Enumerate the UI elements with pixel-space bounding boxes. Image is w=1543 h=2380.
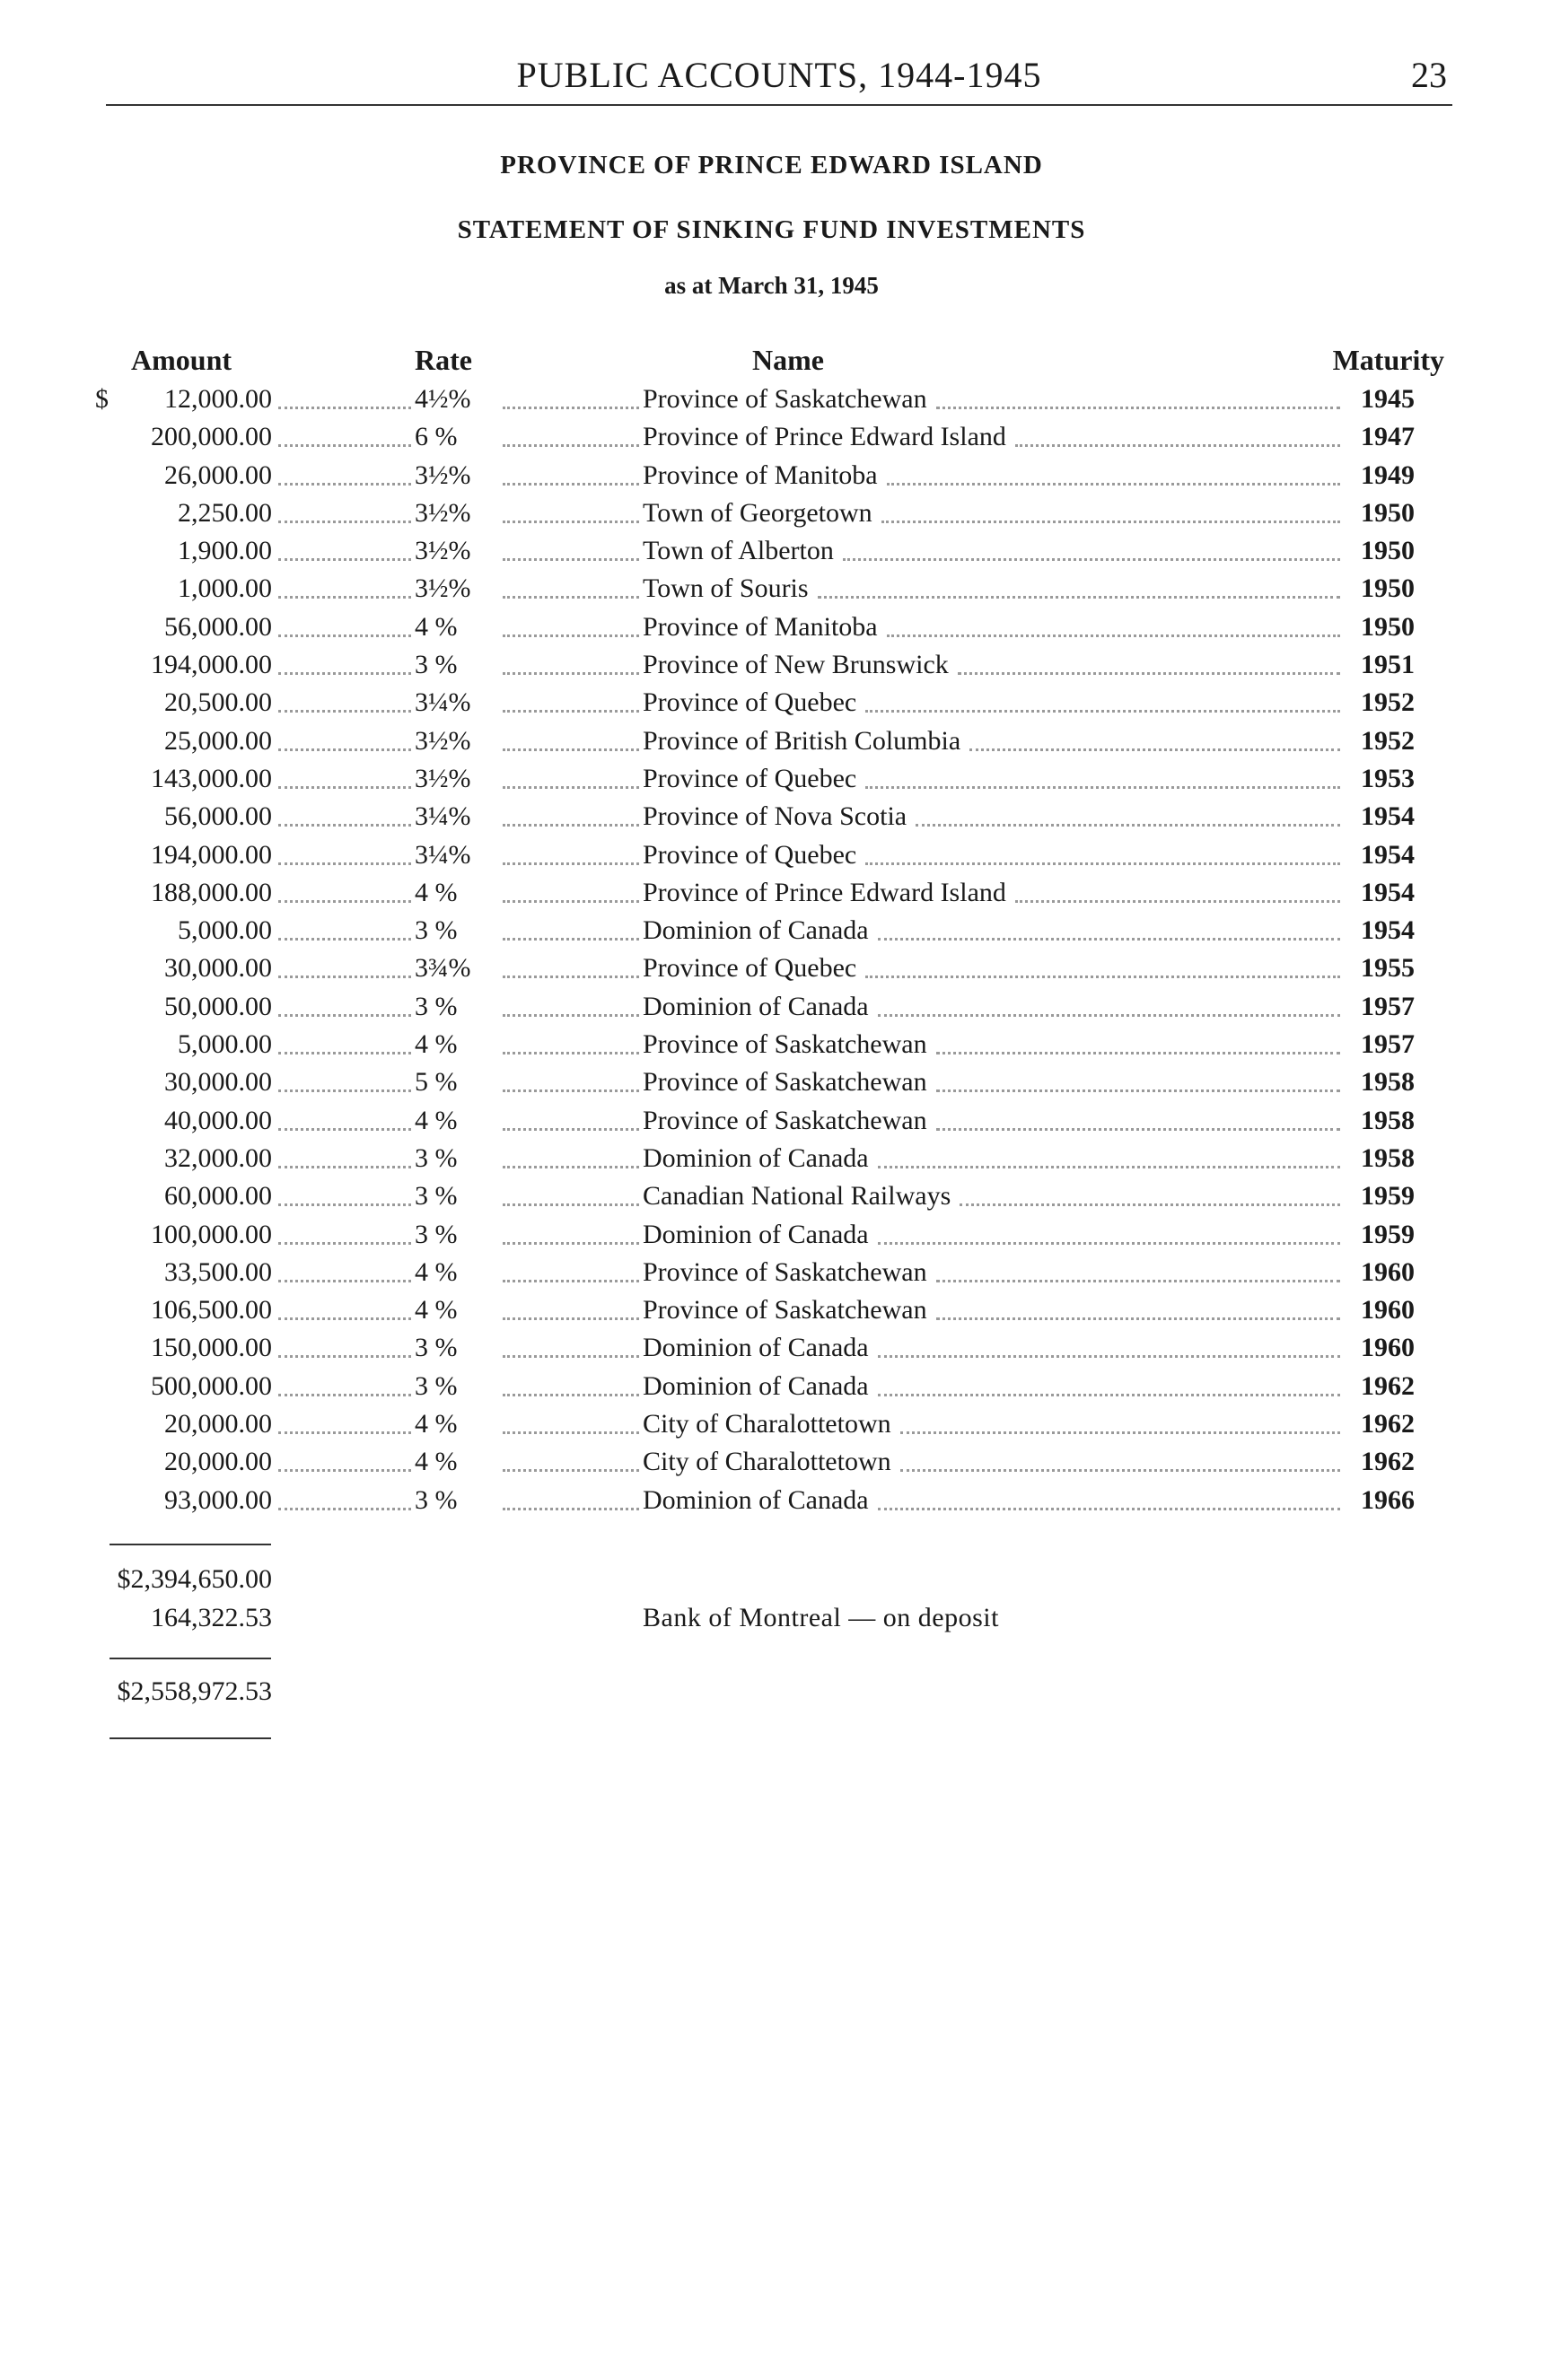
amount-cell: 20,000.00 <box>164 1447 272 1477</box>
rate-cell: 3 % <box>415 1370 458 1401</box>
amount-cell: 106,500.00 <box>151 1295 272 1326</box>
title-line-1: PROVINCE OF PRINCE EDWARD ISLAND <box>500 151 1043 179</box>
dot-leader <box>916 824 1340 827</box>
running-head <box>106 50 1452 106</box>
amount-cell: 12,000.00 <box>164 384 272 414</box>
dot-leader <box>878 1394 1340 1396</box>
dot-leader <box>278 1089 411 1092</box>
rate-cell: 4½% <box>415 384 471 414</box>
dot-leader <box>900 1431 1340 1434</box>
rate-cell: 3½% <box>415 725 471 756</box>
dot-leader <box>278 596 411 599</box>
maturity-cell: 1957 <box>1361 991 1415 1021</box>
dot-leader <box>865 862 1340 865</box>
dot-leader <box>865 786 1340 789</box>
maturity-cell: 1954 <box>1361 839 1415 870</box>
page-number: 23 <box>1411 55 1447 95</box>
dot-leader <box>900 1469 1340 1472</box>
dot-leader <box>278 1317 411 1320</box>
dot-leader <box>278 710 411 713</box>
currency-symbol: $ <box>95 384 109 414</box>
rate-cell: 3½% <box>415 459 471 490</box>
amount-cell: 1,000.00 <box>178 573 272 604</box>
dot-leader <box>958 672 1340 675</box>
maturity-cell: 1960 <box>1361 1295 1415 1326</box>
dot-leader <box>865 710 1340 713</box>
amount-cell: 30,000.00 <box>164 1067 272 1098</box>
dot-leader <box>278 1431 411 1434</box>
name-cell: Province of Prince Edward Island <box>643 877 1006 907</box>
dot-leader <box>503 483 639 486</box>
dot-leader <box>960 1203 1340 1206</box>
dot-leader <box>503 672 639 675</box>
table-row <box>0 1291 1543 1329</box>
amount-cell: 30,000.00 <box>164 953 272 984</box>
rate-cell: 4 % <box>415 1105 458 1135</box>
name-cell: Province of Manitoba <box>643 459 878 490</box>
amount-cell: 5,000.00 <box>178 915 272 946</box>
name-cell: Dominion of Canada <box>643 1219 869 1249</box>
maturity-cell: 1966 <box>1361 1484 1415 1515</box>
column-header-amount: Amount <box>131 344 232 376</box>
dot-leader <box>278 1128 411 1131</box>
rate-cell: 4 % <box>415 1256 458 1287</box>
amount-cell: 93,000.00 <box>164 1484 272 1515</box>
dot-leader <box>887 634 1340 637</box>
name-cell: Province of Nova Scotia <box>643 801 907 832</box>
name-cell: Dominion of Canada <box>643 1333 869 1363</box>
rate-cell: 3 % <box>415 1219 458 1249</box>
dot-leader <box>278 407 411 409</box>
amount-cell: 40,000.00 <box>164 1105 272 1135</box>
maturity-cell: 1958 <box>1361 1067 1415 1098</box>
table-row <box>0 646 1543 684</box>
dot-leader <box>278 444 411 447</box>
amount-cell: 33,500.00 <box>164 1256 272 1287</box>
amount-cell: 20,000.00 <box>164 1409 272 1439</box>
name-cell: Province of Quebec <box>643 687 857 718</box>
table-row <box>0 418 1543 456</box>
table-row <box>0 570 1543 608</box>
dot-leader <box>503 786 639 789</box>
amount-cell: 188,000.00 <box>151 877 272 907</box>
investment-table <box>0 381 1543 1519</box>
amount-cell: 60,000.00 <box>164 1181 272 1212</box>
table-row <box>0 836 1543 874</box>
dot-leader <box>278 938 411 941</box>
column-header-name: Name <box>752 344 824 376</box>
maturity-cell: 1947 <box>1361 422 1415 452</box>
dot-leader <box>865 976 1340 978</box>
table-row <box>0 1254 1543 1291</box>
maturity-cell: 1951 <box>1361 650 1415 680</box>
table-row <box>0 1443 1543 1481</box>
deposit-amount: 164,322.53 <box>151 1603 272 1632</box>
table-row <box>0 494 1543 532</box>
dot-leader <box>1015 900 1340 903</box>
table-row <box>0 1482 1543 1519</box>
amount-cell: 143,000.00 <box>151 763 272 793</box>
dot-leader <box>503 862 639 865</box>
rate-cell: 4 % <box>415 1295 458 1326</box>
column-header-rate: Rate <box>415 344 472 376</box>
rate-cell: 3 % <box>415 1333 458 1363</box>
deposit-label: Bank of Montreal — on deposit <box>643 1603 999 1632</box>
amount-cell: 50,000.00 <box>164 991 272 1021</box>
subtotal-amount: $2,394,650.00 <box>117 1564 272 1594</box>
grand-total-amount: $2,558,972.53 <box>117 1676 272 1706</box>
table-row <box>0 760 1543 798</box>
amount-cell: 1,900.00 <box>178 536 272 566</box>
name-cell: Province of Saskatchewan <box>643 1105 927 1135</box>
amount-cell: 26,000.00 <box>164 459 272 490</box>
table-row <box>0 381 1543 418</box>
name-cell: Dominion of Canada <box>643 991 869 1021</box>
name-cell: Province of Saskatchewan <box>643 1029 927 1060</box>
name-cell: Dominion of Canada <box>643 1484 869 1515</box>
maturity-cell: 1962 <box>1361 1370 1415 1401</box>
dot-leader <box>278 1052 411 1054</box>
dot-leader <box>887 483 1340 486</box>
dot-leader <box>503 1317 639 1320</box>
amount-cell: 194,000.00 <box>151 839 272 870</box>
dot-leader <box>278 1355 411 1358</box>
name-cell: City of Charalottetown <box>643 1447 891 1477</box>
name-cell: Province of Saskatchewan <box>643 1067 927 1098</box>
maturity-cell: 1962 <box>1361 1409 1415 1439</box>
table-row <box>0 1368 1543 1405</box>
name-cell: Province of Saskatchewan <box>643 384 927 414</box>
dot-leader <box>503 1089 639 1092</box>
dot-leader <box>936 1089 1340 1092</box>
name-cell: Town of Georgetown <box>643 497 872 528</box>
name-cell: Province of New Brunswick <box>643 650 949 680</box>
dot-leader <box>278 1166 411 1168</box>
title-line-2: STATEMENT OF SINKING FUND INVESTMENTS <box>457 215 1086 244</box>
dot-leader <box>278 1280 411 1282</box>
dot-leader <box>503 938 639 941</box>
dot-leader <box>503 1014 639 1017</box>
dot-leader <box>878 1166 1340 1168</box>
table-row <box>0 1216 1543 1254</box>
dot-leader <box>278 1014 411 1017</box>
amount-cell: 5,000.00 <box>178 1029 272 1060</box>
dot-leader <box>503 710 639 713</box>
rate-cell: 4 % <box>415 1409 458 1439</box>
maturity-cell: 1958 <box>1361 1142 1415 1173</box>
dot-leader <box>278 1394 411 1396</box>
dot-leader <box>936 1317 1340 1320</box>
dot-leader <box>278 900 411 903</box>
maturity-cell: 1950 <box>1361 536 1415 566</box>
table-row <box>0 532 1543 570</box>
rate-cell: 4 % <box>415 1029 458 1060</box>
dot-leader <box>503 1166 639 1168</box>
name-cell: Dominion of Canada <box>643 1142 869 1173</box>
rate-cell: 4 % <box>415 877 458 907</box>
dot-leader <box>278 558 411 561</box>
running-title: PUBLIC ACCOUNTS, 1944-1945 <box>516 55 1042 95</box>
maturity-cell: 1954 <box>1361 801 1415 832</box>
name-cell: Town of Alberton <box>643 536 834 566</box>
rate-cell: 4 % <box>415 1447 458 1477</box>
dot-leader <box>878 1355 1340 1358</box>
dot-leader <box>503 976 639 978</box>
dot-leader <box>878 1014 1340 1017</box>
amount-cell: 194,000.00 <box>151 650 272 680</box>
dot-leader <box>503 521 639 523</box>
dot-leader <box>503 596 639 599</box>
amount-cell: 2,250.00 <box>178 497 272 528</box>
maturity-cell: 1954 <box>1361 877 1415 907</box>
amount-cell: 56,000.00 <box>164 611 272 642</box>
rate-cell: 3 % <box>415 1484 458 1515</box>
dot-leader <box>503 1280 639 1282</box>
dot-leader <box>278 1508 411 1510</box>
dot-leader <box>278 748 411 751</box>
rate-cell: 3 % <box>415 991 458 1021</box>
dot-leader <box>843 558 1340 561</box>
table-row <box>0 1405 1543 1443</box>
table-row <box>0 722 1543 760</box>
table-row <box>0 684 1543 722</box>
rate-cell: 3 % <box>415 1181 458 1212</box>
dot-leader <box>278 521 411 523</box>
table-row <box>0 988 1543 1026</box>
table-row <box>0 608 1543 646</box>
dot-leader <box>818 596 1340 599</box>
dot-leader <box>936 1052 1340 1054</box>
name-cell: Dominion of Canada <box>643 1370 869 1401</box>
table-row <box>0 1026 1543 1063</box>
maturity-cell: 1957 <box>1361 1029 1415 1060</box>
dot-leader <box>936 1280 1340 1282</box>
name-cell: Province of Quebec <box>643 953 857 984</box>
rate-cell: 3¼% <box>415 687 471 718</box>
maturity-cell: 1950 <box>1361 573 1415 604</box>
rate-cell: 3½% <box>415 536 471 566</box>
rate-cell: 4 % <box>415 611 458 642</box>
dot-leader <box>503 1469 639 1472</box>
amount-cell: 25,000.00 <box>164 725 272 756</box>
dot-leader <box>278 786 411 789</box>
maturity-cell: 1950 <box>1361 611 1415 642</box>
dot-leader <box>278 672 411 675</box>
rate-cell: 3½% <box>415 497 471 528</box>
name-cell: Dominion of Canada <box>643 915 869 946</box>
maturity-cell: 1962 <box>1361 1447 1415 1477</box>
dot-leader <box>278 862 411 865</box>
total-rule-top <box>110 1658 271 1659</box>
rate-cell: 3½% <box>415 573 471 604</box>
name-cell: Town of Souris <box>643 573 809 604</box>
rate-cell: 3 % <box>415 915 458 946</box>
dot-leader <box>503 748 639 751</box>
dot-leader <box>503 1394 639 1396</box>
rate-cell: 3½% <box>415 763 471 793</box>
rate-cell: 3 % <box>415 1142 458 1173</box>
amount-cell: 32,000.00 <box>164 1142 272 1173</box>
name-cell: Province of Saskatchewan <box>643 1295 927 1326</box>
maturity-cell: 1959 <box>1361 1219 1415 1249</box>
dot-leader <box>503 1203 639 1206</box>
name-cell: City of Charalottetown <box>643 1409 891 1439</box>
dot-leader <box>503 1508 639 1510</box>
table-row <box>0 798 1543 836</box>
name-cell: Canadian National Railways <box>643 1181 951 1212</box>
dot-leader <box>878 938 1340 941</box>
dot-leader <box>969 748 1340 751</box>
table-row <box>0 457 1543 494</box>
name-cell: Province of Saskatchewan <box>643 1256 927 1287</box>
rate-cell: 3¾% <box>415 953 471 984</box>
table-row <box>0 1102 1543 1140</box>
dot-leader <box>278 976 411 978</box>
dot-leader <box>936 407 1340 409</box>
amount-cell: 200,000.00 <box>151 422 272 452</box>
column-header-maturity: Maturity <box>1332 344 1444 376</box>
name-cell: Province of Quebec <box>643 839 857 870</box>
rate-cell: 5 % <box>415 1067 458 1098</box>
rate-cell: 6 % <box>415 422 458 452</box>
name-cell: Province of Quebec <box>643 763 857 793</box>
dot-leader <box>1015 444 1340 447</box>
maturity-cell: 1959 <box>1361 1181 1415 1212</box>
maturity-cell: 1960 <box>1361 1256 1415 1287</box>
maturity-cell: 1955 <box>1361 953 1415 984</box>
name-cell: Province of Prince Edward Island <box>643 422 1006 452</box>
name-cell: Province of British Columbia <box>643 725 961 756</box>
dot-leader <box>503 1355 639 1358</box>
dot-leader <box>503 407 639 409</box>
dot-leader <box>503 1242 639 1245</box>
dot-leader <box>878 1508 1340 1510</box>
dot-leader <box>278 1469 411 1472</box>
dot-leader <box>503 444 639 447</box>
maturity-cell: 1952 <box>1361 725 1415 756</box>
dot-leader <box>936 1128 1340 1131</box>
amount-cell: 150,000.00 <box>151 1333 272 1363</box>
amount-cell: 100,000.00 <box>151 1219 272 1249</box>
dot-leader <box>503 900 639 903</box>
name-cell: Province of Manitoba <box>643 611 878 642</box>
table-row <box>0 912 1543 949</box>
maturity-cell: 1949 <box>1361 459 1415 490</box>
amount-cell: 56,000.00 <box>164 801 272 832</box>
maturity-cell: 1954 <box>1361 915 1415 946</box>
dot-leader <box>503 1052 639 1054</box>
table-row <box>0 1063 1543 1101</box>
table-row <box>0 1177 1543 1215</box>
dot-leader <box>278 1242 411 1245</box>
amount-cell: 20,500.00 <box>164 687 272 718</box>
dot-leader <box>278 1203 411 1206</box>
dot-leader <box>503 1431 639 1434</box>
dot-leader <box>503 1128 639 1131</box>
maturity-cell: 1958 <box>1361 1105 1415 1135</box>
title-line-3: as at March 31, 1945 <box>664 272 879 299</box>
dot-leader <box>278 634 411 637</box>
table-row <box>0 874 1543 912</box>
dot-leader <box>503 558 639 561</box>
table-row <box>0 1140 1543 1177</box>
rate-cell: 3¼% <box>415 801 471 832</box>
dot-leader <box>503 634 639 637</box>
maturity-cell: 1952 <box>1361 687 1415 718</box>
maturity-cell: 1960 <box>1361 1333 1415 1363</box>
rate-cell: 3 % <box>415 650 458 680</box>
maturity-cell: 1953 <box>1361 763 1415 793</box>
maturity-cell: 1945 <box>1361 384 1415 414</box>
dot-leader <box>878 1242 1340 1245</box>
dot-leader <box>278 824 411 827</box>
dot-leader <box>881 521 1340 523</box>
amount-cell: 500,000.00 <box>151 1370 272 1401</box>
dot-leader <box>278 483 411 486</box>
subtotal-rule <box>110 1544 271 1545</box>
maturity-cell: 1950 <box>1361 497 1415 528</box>
rate-cell: 3¼% <box>415 839 471 870</box>
total-rule-bottom <box>110 1737 271 1739</box>
table-row <box>0 1329 1543 1367</box>
dot-leader <box>503 824 639 827</box>
table-row <box>0 949 1543 987</box>
